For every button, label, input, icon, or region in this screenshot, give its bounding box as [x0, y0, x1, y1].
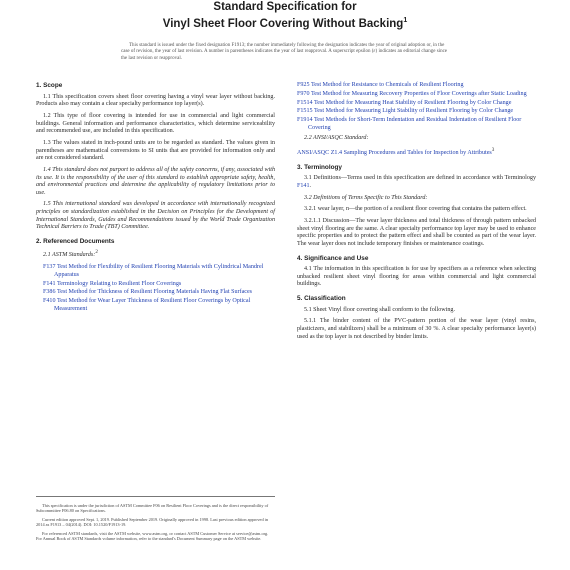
para-1-1: 1.1 This specification covers sheet floor covering having a vinyl wear layer without backing. Products also may contain a clear specialty performance top layer(s). — [36, 93, 275, 108]
reference-item[interactable]: F1515 Test Method for Measuring Light Stability of Resilient Flooring by Color Change — [297, 108, 514, 115]
body-columns — [36, 82, 536, 345]
terminology-heading: 3. Terminology — [297, 163, 342, 171]
footnote-1: This specification is under the jurisdiction of ASTM Committee F06 on Resilient Floor Coverings and is the direct responsibility of Subcommittee F06.80 on Specifications. — [36, 503, 269, 514]
reference-item[interactable]: F1914 Test Methods for Short-Term Indentation and Residual Indentation of Resilient Floor Covering — [297, 117, 522, 131]
ansi-standard-label: 2.2 ANSI/ASQC Standard: — [304, 135, 369, 142]
classification-heading: 5. Classification — [297, 295, 346, 302]
title-footnote-mark: 1 — [403, 17, 408, 24]
significance-heading: 4. Significance and Use — [297, 254, 369, 262]
ansi-reference-list — [297, 147, 536, 158]
designation-notice: This standard is issued under the fixed designation F1913; the number immediately following the designation indicates the year of original adoption or, in the case of revision, the year of last revision. A number in parentheses indicates the year of last reapproval. A superscript epsilon (ε) indicates an editorial change since the last revision or reapproval. — [121, 42, 448, 62]
left-column — [36, 82, 275, 345]
reference-item[interactable]: F1514 Test Method for Measuring Heat Stability of Resilient Flooring by Color Change — [297, 99, 512, 106]
reference-item[interactable]: F925 Test Method for Resistance to Chemicals of Resilient Flooring — [297, 82, 464, 88]
footnote-1-edition: Current edition approved Sept. 1, 2019. Published September 2019. Originally approved in 1998. Last previous edition approved in 2014 as F1913 – 04(2014). DOI: 10.1520/F1913-19. — [36, 516, 269, 528]
para-1-2: 1.2 This type of floor covering is intended for use in commercial and light commercial buildings. General information and performance characteristics, which determine serviceability and recommended use, are included in this specification. — [36, 112, 275, 135]
scope-heading: 1. Scope — [36, 82, 63, 89]
astm-reference-list-continued — [297, 82, 536, 132]
reference-item[interactable]: F970 Test Method for Measuring Recovery Properties of Floor Coverings after Static Loading — [297, 90, 527, 97]
reference-item[interactable]: F386 Test Method for Thickness of Resilient Flooring Materials Having Flat Surfaces — [43, 289, 253, 296]
reference-item[interactable]: F137 Test Method for Flexibility of Resilient Flooring Materials with Cylindrical Mandrel Apparatus — [43, 264, 264, 278]
para-3-1: 3.1 Definitions—Terms used in this specification are defined in accordance with Terminology F141. — [297, 175, 536, 189]
para-5-1-1: 5.1.1 The binder content of the PVC-pattern portion of the wear layer (vinyl resins, plasticizers, and stabilizers) shall be a minimum of 30 %. A clear specialty performance layer(s) used as the top layer is not described by binder limits. — [297, 318, 536, 340]
astm-reference-list — [36, 264, 275, 313]
para-3-2-1: 3.2.1 wear layer, n—the portion of a resilient floor covering that contains the pattern effect. — [304, 206, 527, 213]
references-heading: 2. Referenced Documents — [36, 237, 115, 245]
para-1-3: 1.3 The values stated in inch-pound units are to be regarded as standard. The values given in parentheses are mathematical conversions to SI units that are provided for information only and are not considered standard. — [36, 139, 275, 162]
para-3-2: 3.2 Definitions of Terms Specific to This Standard: — [304, 194, 428, 201]
reference-item[interactable]: ANSI/ASQC Z1.4 Sampling Procedures and Tables for Inspection by Attributes$^3$ — [297, 147, 495, 157]
astm-standards-label: 2.1 ASTM Standards:$^2$ — [43, 249, 98, 259]
para-1-5: 1.5 This international standard was developed in accordance with internationally recognized principles on standardization established in the Decision on Principles for the Development of International Standards, Guides and Recommendations issued by the World Trade Organization Technical Barriers to Trade (TBT) Committee. — [36, 201, 275, 231]
title-line-1: Standard Specification for — [213, 1, 357, 13]
footnote-2: For referenced ASTM standards, visit the ASTM website, www.astm.org, or contact ASTM Customer Service at service@astm.org. For Annual Book of ASTM Standards volume information, refer to the standard's Document Summary page on the ASTM website. — [36, 530, 269, 542]
footnotes — [36, 496, 275, 544]
para-4-1: 4.1 The information in this specification is for use by specifiers as a reference when selecting unbacked resilient sheet vinyl flooring for areas within commercial and light commercial buildings. — [297, 266, 536, 288]
para-5-1: 5.1 Sheet Vinyl floor covering shall conform to the following. — [304, 306, 455, 313]
para-1-4: 1.4 This standard does not purport to address all of the safety concerns, if any, associated with its use. It is the responsibility of the user of this standard to establish appropriate safety, health, and environmental practices and determine the applicability of regulatory limitations prior to use. — [36, 166, 275, 196]
f141-link[interactable]: F141 — [297, 182, 310, 189]
document-title — [0, 0, 570, 31]
reference-item[interactable]: F141 Terminology Relating to Resilient Floor Coverings — [43, 280, 182, 287]
para-3-2-1-1: 3.2.1.1 Discussion—The wear layer thickness and total thickness of through pattern unbacked sheet vinyl flooring are the same. A clear specialty performance top layer may be used to enhance specific properties and to protect the pattern effect and shall be counted as part of the wear layer. The wear layer does not include temporary finishes or maintenance coatings. — [297, 218, 536, 248]
title-line-2: Vinyl Sheet Floor Covering Without Backing — [162, 17, 404, 30]
right-column — [297, 82, 536, 345]
reference-item[interactable]: F410 Test Method for Wear Layer Thickness of Resilient Floor Coverings by Optical Measurement — [43, 298, 251, 312]
